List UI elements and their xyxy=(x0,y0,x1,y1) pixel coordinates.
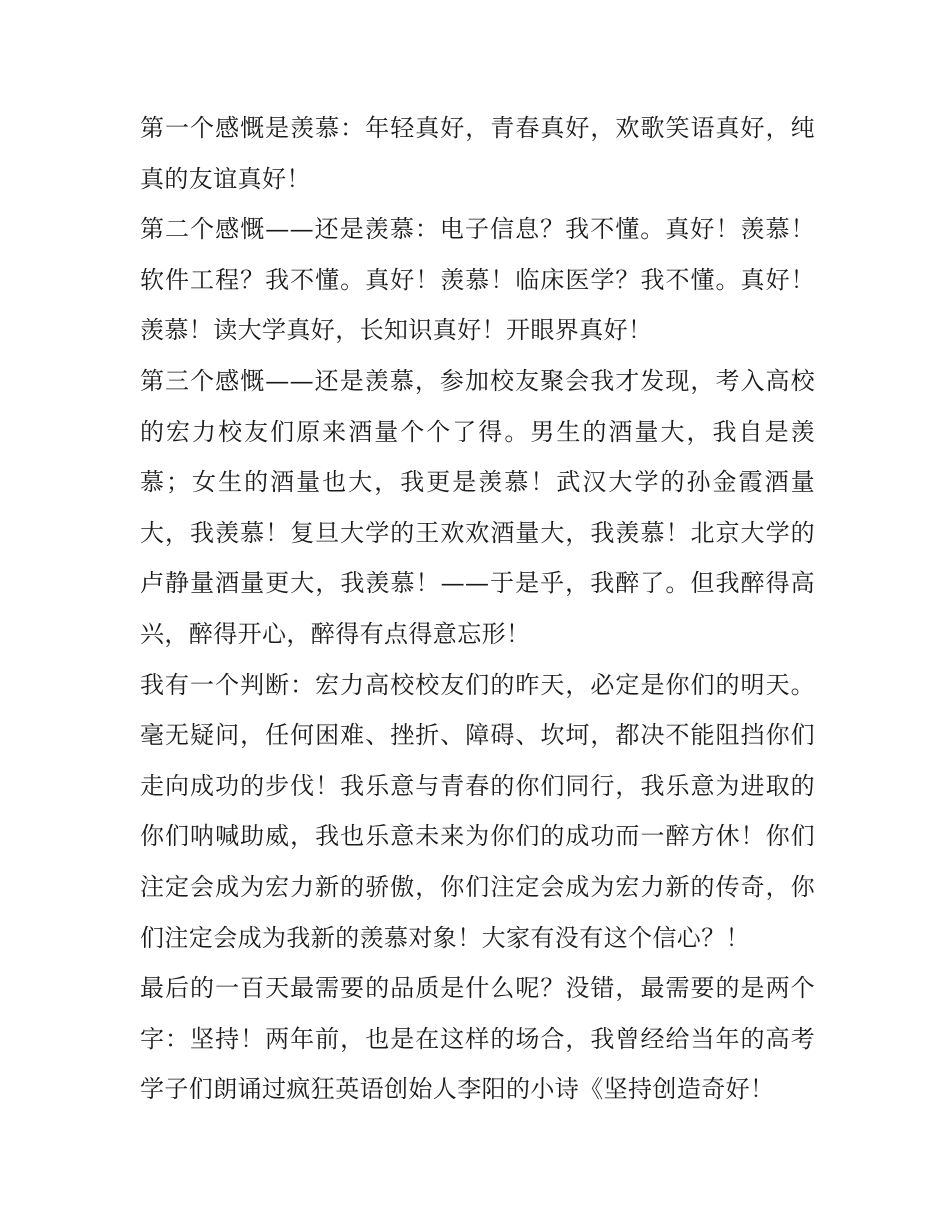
paragraph-1: 第一个感慨是羡慕：年轻真好，青春真好，欢歌笑语真好，纯真的友谊真好！ xyxy=(140,114,815,193)
paragraph-3: 第三个感慨——还是羡慕，参加校友聚会我才发现，考入高校的宏力校友们原来酒量个个了得。男生的酒量大，我自是羡慕；女生的酒量也大，我更是羡慕！武汉大学的孙金霞酒量大，我羡慕！复旦大学的王欢欢酒量大，我羡慕！北京大学的卢静量酒量更大，我羡慕！——于是乎，我醉了。但我醉得高兴，醉得开心，醉得有点得意忘形！ xyxy=(140,366,815,648)
paragraph-4: 我有一个判断：宏力高校校友们的昨天，必定是你们的明天。毫无疑问，任何困难、挫折、障碍、坎坷，都决不能阻挡你们走向成功的步伐！我乐意与青春的你们同行，我乐意为进取的你们呐喊助威，我也乐意未来为你们的成功而一醉方休！你们注定会成为宏力新的骄傲，你们注定会成为宏力新的传奇，你们注定会成为我新的羡慕对象！大家有没有这个信心？！ xyxy=(140,670,815,952)
paragraph-5: 最后的一百天最需要的品质是什么呢？没错，最需要的是两个字：坚持！两年前，也是在这样的场合，我曾经给当年的高考学子们朗诵过疯狂英语创始人李阳的小诗《坚持创造奇好！ xyxy=(140,974,815,1104)
paragraph-2: 第二个感慨——还是羡慕：电子信息？我不懂。真好！羡慕！软件工程？我不懂。真好！羡慕！临床医学？我不懂。真好！羡慕！读大学真好，长知识真好！开眼界真好！ xyxy=(140,215,815,345)
document-body xyxy=(140,103,815,1115)
